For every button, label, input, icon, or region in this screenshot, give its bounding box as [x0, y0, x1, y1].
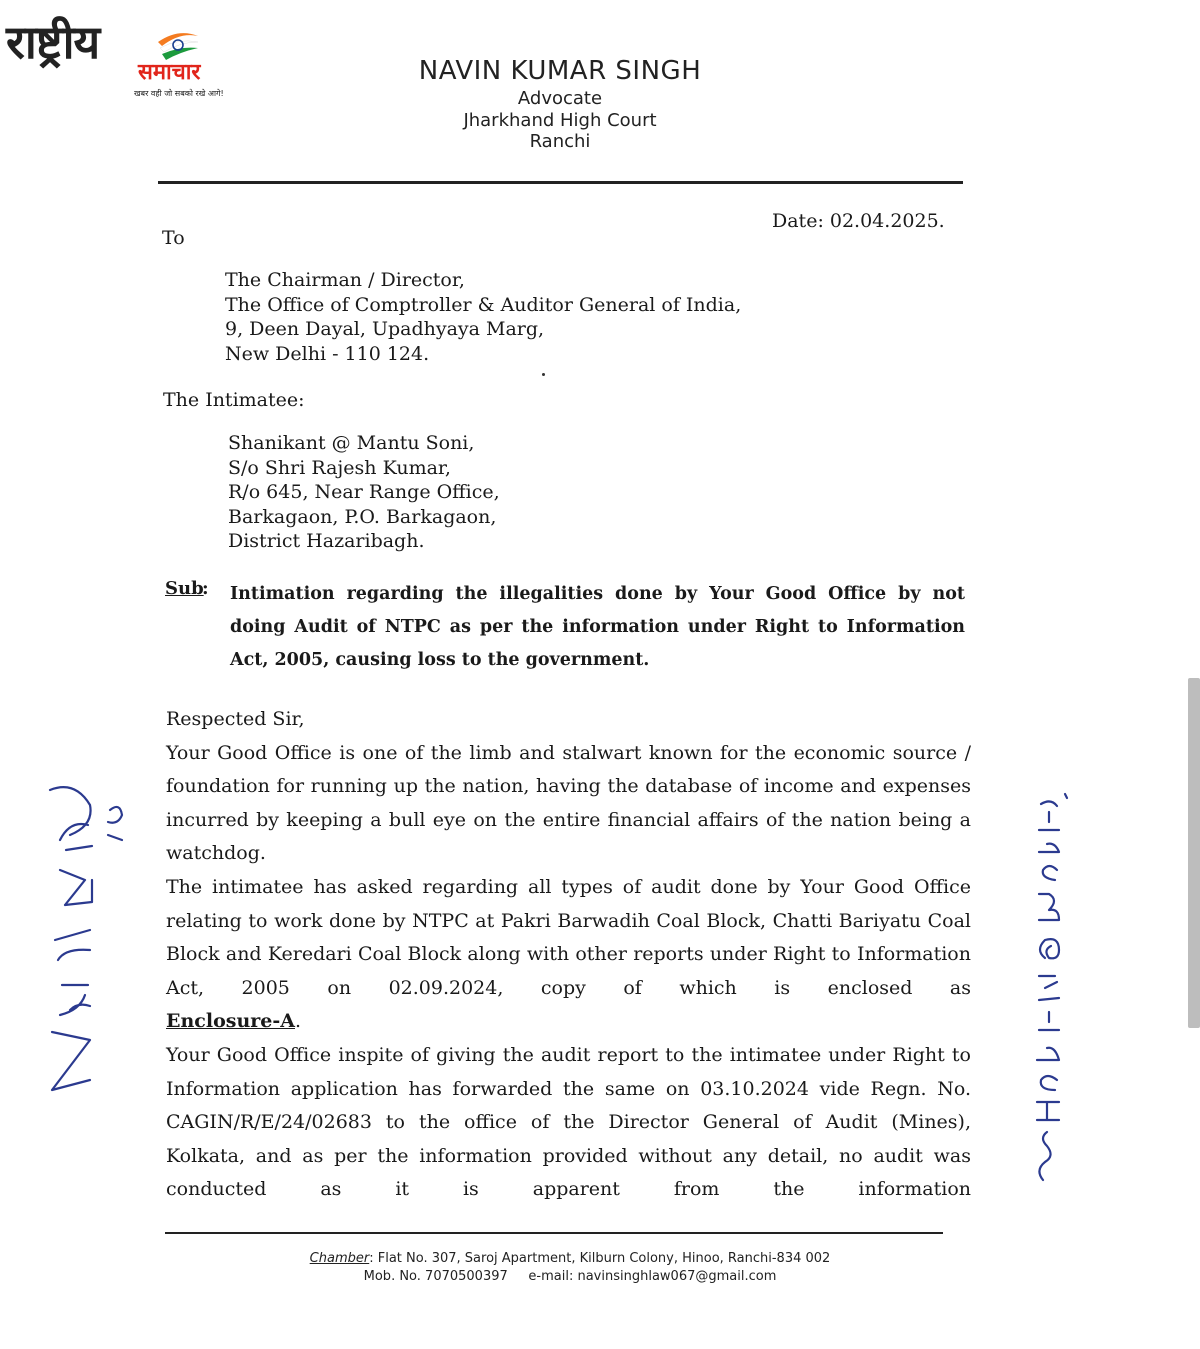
- intimatee-line: Barkagaon, P.O. Barkagaon,: [228, 505, 497, 528]
- enclosure-period: .: [295, 1010, 302, 1033]
- chamber-address: : Flat No. 307, Saroj Apartment, Kilburn Colony, Hinoo, Ranchi-834 002: [369, 1251, 831, 1266]
- enclosure-line: [166, 1005, 971, 1039]
- ink-speck: [542, 373, 545, 376]
- publisher-logo: [6, 14, 246, 104]
- salutation: Respected Sir,: [166, 708, 305, 730]
- logo-main-text: राष्ट्रीय: [6, 15, 100, 69]
- letterhead-city: Ranchi: [529, 131, 591, 152]
- scrollbar-thumb[interactable]: [1188, 678, 1200, 1028]
- letter-date: Date: 02.04.2025.: [772, 210, 945, 232]
- letter-body: [166, 703, 971, 1207]
- paragraph-text: The intimatee has asked regarding all types of audit done by Your Good Office relating to work done by NTPC at Pakri Barwadih Coal Block, Chatti Bariyatu Coal Block and Keredari Coal Block along with other reports under Right to Information Act, 2005 on 02.09.2024, copy of which is enclosed as: [166, 875, 971, 999]
- addressee-line: The Office of Comptroller & Auditor General of India,: [225, 293, 742, 316]
- flag-swoosh-icon: [156, 28, 200, 62]
- letterhead-divider: [158, 181, 963, 184]
- logo-sub-text: समाचार: [138, 60, 201, 85]
- body-paragraph-1: [166, 737, 971, 871]
- addressee-block: [225, 268, 741, 366]
- footer-chamber-line: [200, 1251, 940, 1266]
- paragraph-text: Your Good Office is one of the limb and stalwart known for the economic source / foundation for running up the nation, having the database of income and expenses incurred by keeping a bull eye on the entire financial affairs of the nation being a watchdog.: [166, 741, 971, 865]
- intimatee-line: Shanikant @ Mantu Soni,: [228, 432, 475, 454]
- to-label: To: [162, 227, 185, 249]
- intimatee-line: District Hazaribagh.: [228, 530, 425, 552]
- letterhead-name: NAVIN KUMAR SINGH: [418, 56, 702, 86]
- subject-label: Sub: [165, 578, 204, 599]
- subject-text: Intimation regarding the illegalities done by Your Good Office by not doing Audit of NTPC as per the information under Right to Information Act, 2005, causing loss to the government.: [230, 584, 965, 670]
- footer-contact: Mob. No. 7070500397 e-mail: navinsinghlaw067@gmail.com: [363, 1269, 777, 1284]
- intimatee-block: [228, 431, 500, 554]
- addressee-line: The Chairman / Director,: [225, 269, 465, 291]
- enclosure-reference: Enclosure-A: [166, 1010, 295, 1033]
- letterhead-title: Advocate: [517, 88, 603, 109]
- body-paragraph-3: [166, 1039, 971, 1207]
- intimatee-heading: The Intimatee:: [163, 389, 305, 411]
- intimatee-signature: [1025, 790, 1085, 1190]
- paragraph-text: Your Good Office inspite of giving the audit report to the intimatee under Right to Information application has forwarded the same on 03.10.2024 vide Regn. No. CAGIN/R/E/24/02683 to the office of the Director General of Audit (Mines), Kolkata, and as per the information provided without any detail, no audit was conducted as it is apparent from the information: [166, 1043, 971, 1201]
- intimatee-line: R/o 645, Near Range Office,: [228, 481, 500, 503]
- addressee-line: New Delhi - 110 124.: [225, 342, 430, 365]
- body-paragraph-2: [166, 871, 971, 1005]
- logo-tagline: खबर वही जो सबको रखे आगे!: [134, 89, 224, 98]
- chamber-label: Chamber: [309, 1251, 370, 1266]
- footer-divider: [165, 1232, 943, 1234]
- intimatee-line: S/o Shri Rajesh Kumar,: [228, 456, 451, 479]
- addressee-line: 9, Deen Dayal, Upadhyaya Marg,: [225, 318, 545, 340]
- subject-colon: :: [202, 578, 209, 599]
- letterhead-court: Jharkhand High Court: [463, 110, 657, 131]
- advocate-signature: [30, 780, 130, 1100]
